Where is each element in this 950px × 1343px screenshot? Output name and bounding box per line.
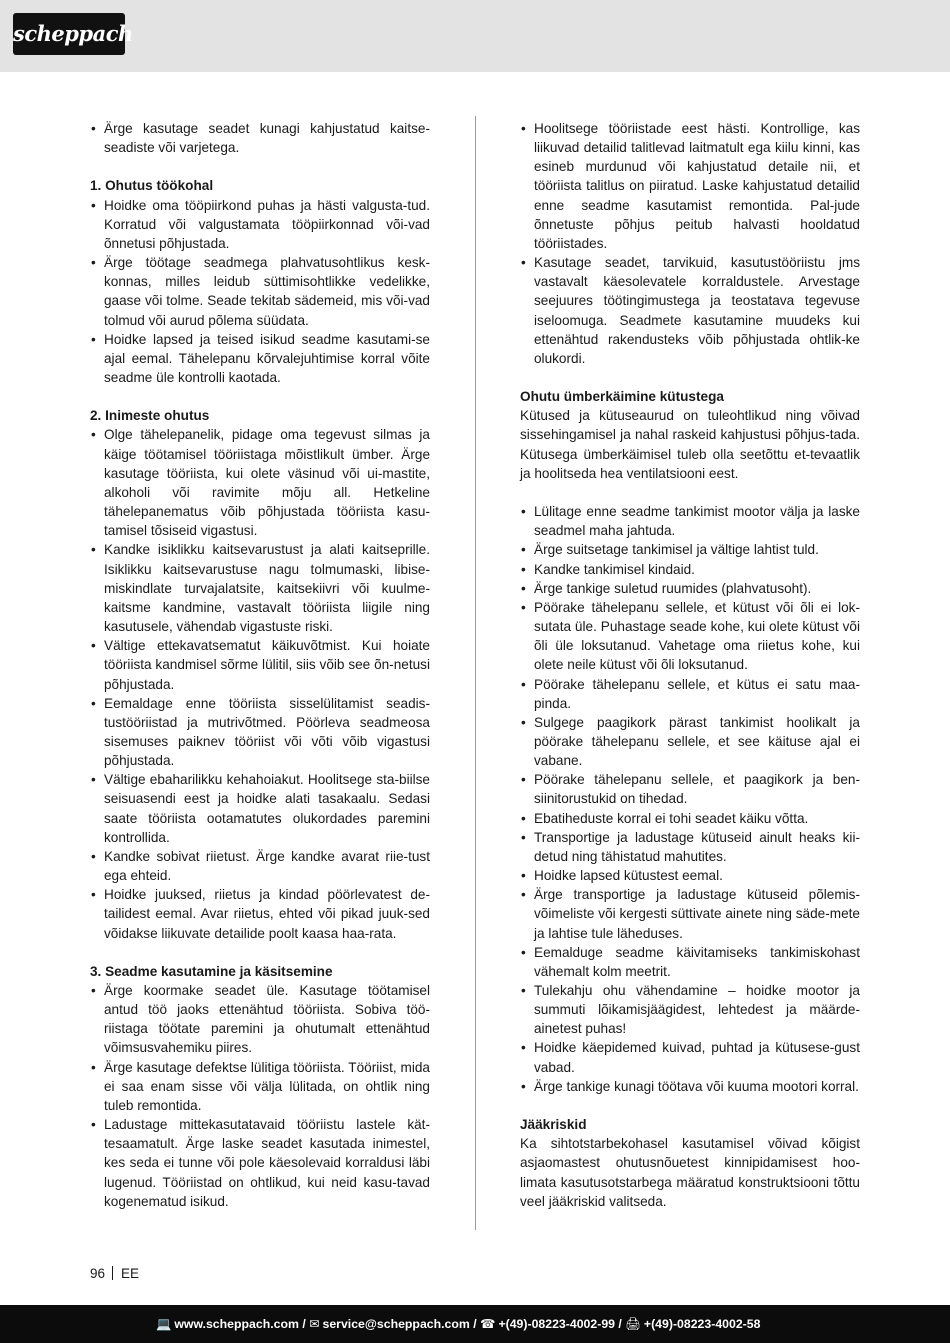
section-heading-personal-safety: 2. Inimeste ohutus (90, 408, 210, 424)
list-item: • Vältige ettekavatsematut käikuvõtmist. Kui hoiate tööriista kandmisel sõrme lülitil, siis võib see õn-netusi põhjustada. (90, 636, 430, 693)
fax-number: +(49)-08223-4002-58 (643, 1317, 761, 1331)
list-item: • Ärge kasutage defektse lülitiga tööriista. Tööriist, mida ei saa enam sisse või välja lülitada, on ohtlik ning tuleb remontida. (90, 1058, 430, 1115)
list-item: • Ärge tankige suletud ruumides (plahvatusoht). (520, 579, 860, 598)
section-heading-workplace-safety: 1. Ohutus töökohal (90, 178, 214, 194)
contact-line (156, 1305, 760, 1343)
website-link[interactable]: www.scheppach.com (174, 1317, 299, 1331)
left-intro-list (90, 119, 430, 157)
scheppach-logo: scheppach (13, 13, 125, 55)
section-heading-fuel-handling: Ohutu ümberkäimine kütustega (520, 389, 724, 405)
header-band (0, 0, 950, 72)
page-number: 96 (90, 1266, 106, 1281)
section-heading-device-use: 3. Seadme kasutamine ja käsitsemine (90, 963, 333, 979)
list-item: • Kandke tankimisel kindaid. (520, 560, 860, 579)
language-code: EE (121, 1266, 140, 1281)
list-item: • Ärge koormake seadet üle. Kasutage töötamisel antud töö jaoks ettenähtud tööriista. Sobiva töö-riistaga töötate paremini ja ohutumalt ettenähtud võimsusvahemiku piires. (90, 981, 430, 1058)
fuel-handling-paragraph: Kütused ja kütuseaurud on tuleohtlikud ning võivad sissehingamisel ja nahal raskeid kahjustusi põhjus-tada. Kütusega ümberkäimisel tuleb olla seetõttu et-tevaatlik ja hoolitseda hea ventilatsiooni eest. (520, 408, 860, 481)
page-number-separator (112, 1266, 113, 1280)
list-item: • Tulekahju ohu vähendamine – hoidke mootor ja summuti lõikamisjäägidest, lehtedest ja määrde-ainetest puhas! (520, 981, 860, 1038)
list-item: • Pöörake tähelepanu sellele, et kütust või õli ei lok-sutata üle. Puhastage seade kohe, kui olete kütust või õli üle loksutanud. Vahetage oma riietus kohe, kui olete neile kütust või õli loksutanud. (520, 598, 860, 675)
list-item: • Kasutage seadet, tarvikuid, kasutustööriistu jms vastavalt käesolevatele korraldustele. Arvestage seejuures töötingimustega ja teostatava tegevuse iseloomuga. Seadmete kasutamine muudeks kui ettenähtud rakendusteks võib põhjustada ohtlik-ke olukordi. (520, 253, 860, 368)
list-item: • Hoidke juuksed, riietus ja kindad pöörlevatest de-tailidest eemal. Avar riietus, ehted või pikad juuk-sed võidakse liikuvate detailide poolt kaasa haa-rata. (90, 885, 430, 942)
list-item: • Kandke isiklikku kaitsevarustust ja alati kaitseprille. Isiklikku kaitsevarustuse nagu tolmumaski, libise-miskindlate turvajalatsite, kaitsekiivri või kuulme-kaitsme kandmine, vastavalt tööriista liigile ning kasutusele, vähendab vigastuste riski. (90, 540, 430, 636)
list-item: • Hoolitsege tööriistade eest hästi. Kontrollige, kas liikuvad detailid talitlevad laitmatult ega kiilu kinni, kas esineb murdunud või kahjustatud detaile nii, et tööriista talitlus on piiratud. Laske kahjustatud detailid enne seadme kasutamist remontida. Pal-jude õnnetuste põhjus peitub halvasti hooldatud tööriistades. (520, 119, 860, 253)
list-item: • Ladustage mittekasutatavaid tööriistu lastele kät-tesaamatult. Ärge laske seadet kasutada inimestel, kes seda ei tunne või pole käesolevaid korraldusi läbi lugenud. Tööriistad on ohtlikud, kui neid kasu-tavad kogenematud isikud. (90, 1115, 430, 1211)
list-item: • Pöörake tähelepanu sellele, et kütus ei satu maa-pinda. (520, 675, 860, 713)
list-item: • Ärge tankige kunagi töötava või kuuma mootori korral. (520, 1077, 860, 1096)
list-item: • Ebatiheduste korral ei tohi seadet käiku võtta. (520, 809, 860, 828)
left-column (90, 119, 430, 1211)
envelope-icon: ✉ (309, 1317, 320, 1331)
telephone-icon: ☎ (480, 1317, 496, 1331)
list-item: • Hoidke käepidemed kuivad, puhtad ja kütusese-gust vabad. (520, 1038, 860, 1076)
list-item: • Hoidke oma tööpiirkond puhas ja hästi valgusta-tud. Korratud või valgustamata tööpiirkonnad või-vad õnnetusi põhjustada. (90, 196, 430, 253)
footer-separator: / (302, 1317, 306, 1331)
fuel-handling-list (520, 502, 860, 1096)
list-item: • Eemalduge seadme käivitamiseks tankimiskohast vähemalt kolm meetrit. (520, 943, 860, 981)
right-intro-list (520, 119, 860, 368)
email-link[interactable]: service@scheppach.com (322, 1317, 470, 1331)
list-item: • Sulgege paagikork pärast tankimist hoolikalt ja pöörake tähelepanu sellele, et see käituse ajal ei vabane. (520, 713, 860, 770)
list-item: • Ärge kasutage seadet kunagi kahjustatud kaitse-seadiste või varjetega. (90, 119, 430, 157)
column-divider (475, 116, 476, 1230)
list-item: • Hoidke lapsed kütustest eemal. (520, 866, 860, 885)
list-item: • Ärge transportige ja ladustage kütuseid põlemis-võimeliste või kergesti süttivate ainete ning säde-mete ja lahtise tule läheduses. (520, 885, 860, 942)
personal-safety-list (90, 425, 430, 942)
list-item: • Kandke sobivat riietust. Ärge kandke avarat riie-tust ega ehteid. (90, 847, 430, 885)
page-number-area (90, 1265, 139, 1282)
list-item: • Ärge töötage seadmega plahvatusohtlikus kesk-konnas, milles leidub süttimisohtlikke vedelikke, gaase või tolme. Seade tekitab sädemeid, mis või-vad tolmud või aurud põlema süüdata. (90, 253, 430, 330)
device-use-list (90, 981, 430, 1211)
list-item: • Pöörake tähelepanu sellele, et paagikork ja ben-siinitorustukid on tihedad. (520, 770, 860, 808)
section-heading-residual-risks: Jääkriskid (520, 1117, 587, 1133)
list-item: • Vältige ebaharilikku kehahoiakut. Hoolitsege sta-biilse seisuasendi eest ja hoidke alati tasakaalu. Sedasi saate tööriista ootamatutes olukordades paremini kontrollida. (90, 770, 430, 847)
contact-footer (0, 1305, 950, 1343)
footer-separator: / (473, 1317, 477, 1331)
list-item: • Ärge suitsetage tankimisel ja vältige lahtist tuld. (520, 540, 860, 559)
footer-separator: / (618, 1317, 622, 1331)
fax-icon: 🖨 (625, 1317, 641, 1331)
phone-number: +(49)-08223-4002-99 (498, 1317, 615, 1331)
list-item: • Hoidke lapsed ja teised isikud seadme kasutami-se ajal eemal. Tähelepanu kõrvalejuhtimise korral võite seadme üle kontrolli kaotada. (90, 330, 430, 387)
right-column (520, 119, 860, 1211)
computer-icon: 💻 (156, 1317, 172, 1331)
residual-risks-paragraph: Ka sihtotstarbekohasel kasutamisel võivad kõigist asjaomastest ohutusnõuetest kinnipidamisest hoo-limata kasutusotstarbega määratud konstruktsiooni tõttu veel jääkriskid valitseda. (520, 1136, 860, 1209)
list-item: • Transportige ja ladustage kütuseid ainult heaks kii-detud ning tähistatud mahutites. (520, 828, 860, 866)
list-item: • Eemaldage enne tööriista sisselülitamist seadis-tustööriistad ja mutrivõtmed. Pöörleva seadmeosa sisemuses paiknev tööriist või võti võib vigastusi põhjustada. (90, 694, 430, 771)
list-item: • Olge tähelepanelik, pidage oma tegevust silmas ja käige töötamisel tööriistaga mõistlikult ümber. Ärge kasutage tööriista, kui olete väsinud või ui-mastite, alkoholi või ravimite mõju all. Hetkeline tähelepanematus võib põhjustada tööriista kasu-tamisel tõsiseid vigastusi. (90, 425, 430, 540)
workplace-safety-list (90, 196, 430, 388)
list-item: • Lülitage enne seadme tankimist mootor välja ja laske seadmel maha jahtuda. (520, 502, 860, 540)
